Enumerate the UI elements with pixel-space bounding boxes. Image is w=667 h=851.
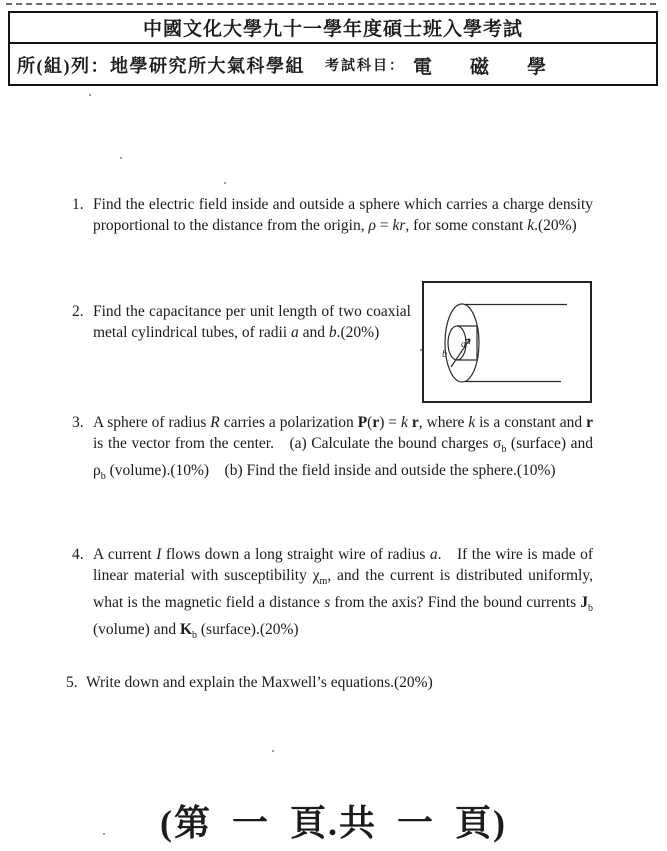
header-meta-row xyxy=(10,44,656,86)
question-4 xyxy=(72,544,593,646)
subject-value: 電 磁 學 xyxy=(413,56,547,78)
question-5 xyxy=(66,672,611,693)
radius-b-label: b xyxy=(442,349,447,360)
radius-a-label: a xyxy=(461,339,466,350)
scan-speck xyxy=(89,94,91,96)
question-number: 5. xyxy=(66,674,78,691)
header-title-row xyxy=(10,13,656,44)
scan-artifact-line xyxy=(6,3,656,5)
question-3 xyxy=(72,412,593,487)
scan-speck xyxy=(420,349,422,351)
question-text: Find the capacitance per unit length of two coaxial metal cylindrical tubes, of radii a and b.(20%) xyxy=(93,303,411,341)
question-number: 3. xyxy=(72,414,84,431)
header-box xyxy=(8,11,658,86)
subject-label: 考試科目： xyxy=(325,59,405,74)
department-value: 地學研究所大氣科學組 xyxy=(110,56,305,76)
question-number: 1. xyxy=(72,196,84,213)
question-text: A current I flows down a long straight wire of radius a. If the wire is made of linear material with susceptibility $\chi_m$, and the current is distributed uniformly, what is the magnetic field a distance s from the axis? Find the bound currents $J_b$ (volume) and $K_b$ (surface).(20%) xyxy=(93,546,594,642)
page-number-note: (第 一 頁.共 一 頁) xyxy=(160,803,507,843)
scan-speck xyxy=(272,750,274,752)
question-1 xyxy=(72,194,593,236)
question-2 xyxy=(72,301,411,343)
question-number: 2. xyxy=(72,303,84,320)
department-label: 所(組)列： xyxy=(17,56,110,76)
question-number: 4. xyxy=(72,546,84,563)
question-text: Write down and explain the Maxwell’s equations.(20%) xyxy=(86,674,433,691)
question-text: A sphere of radius R carries a polarization P(r) = k r, where k is a constant and r is the vector from the center. (a) Calculate the bound charges $\sigma_b$ (surface) and $\rho_b$ (volume).(10%) (b) Find the field inside and outside the sphere.(10%) xyxy=(93,414,593,483)
question-text: Find the electric field inside and outside a sphere which carries a charge density proportional to the distance from the origin, ρ = kr, for some constant k.(20%) xyxy=(93,196,593,234)
scan-speck xyxy=(224,182,226,184)
exam-title: 中國文化大學九十一學年度碩士班入學考試 xyxy=(142,19,523,40)
scan-speck xyxy=(120,157,122,159)
coaxial-cylinders-drawing xyxy=(424,283,590,401)
coaxial-cylinders-figure xyxy=(422,281,592,403)
scan-speck xyxy=(103,833,105,835)
